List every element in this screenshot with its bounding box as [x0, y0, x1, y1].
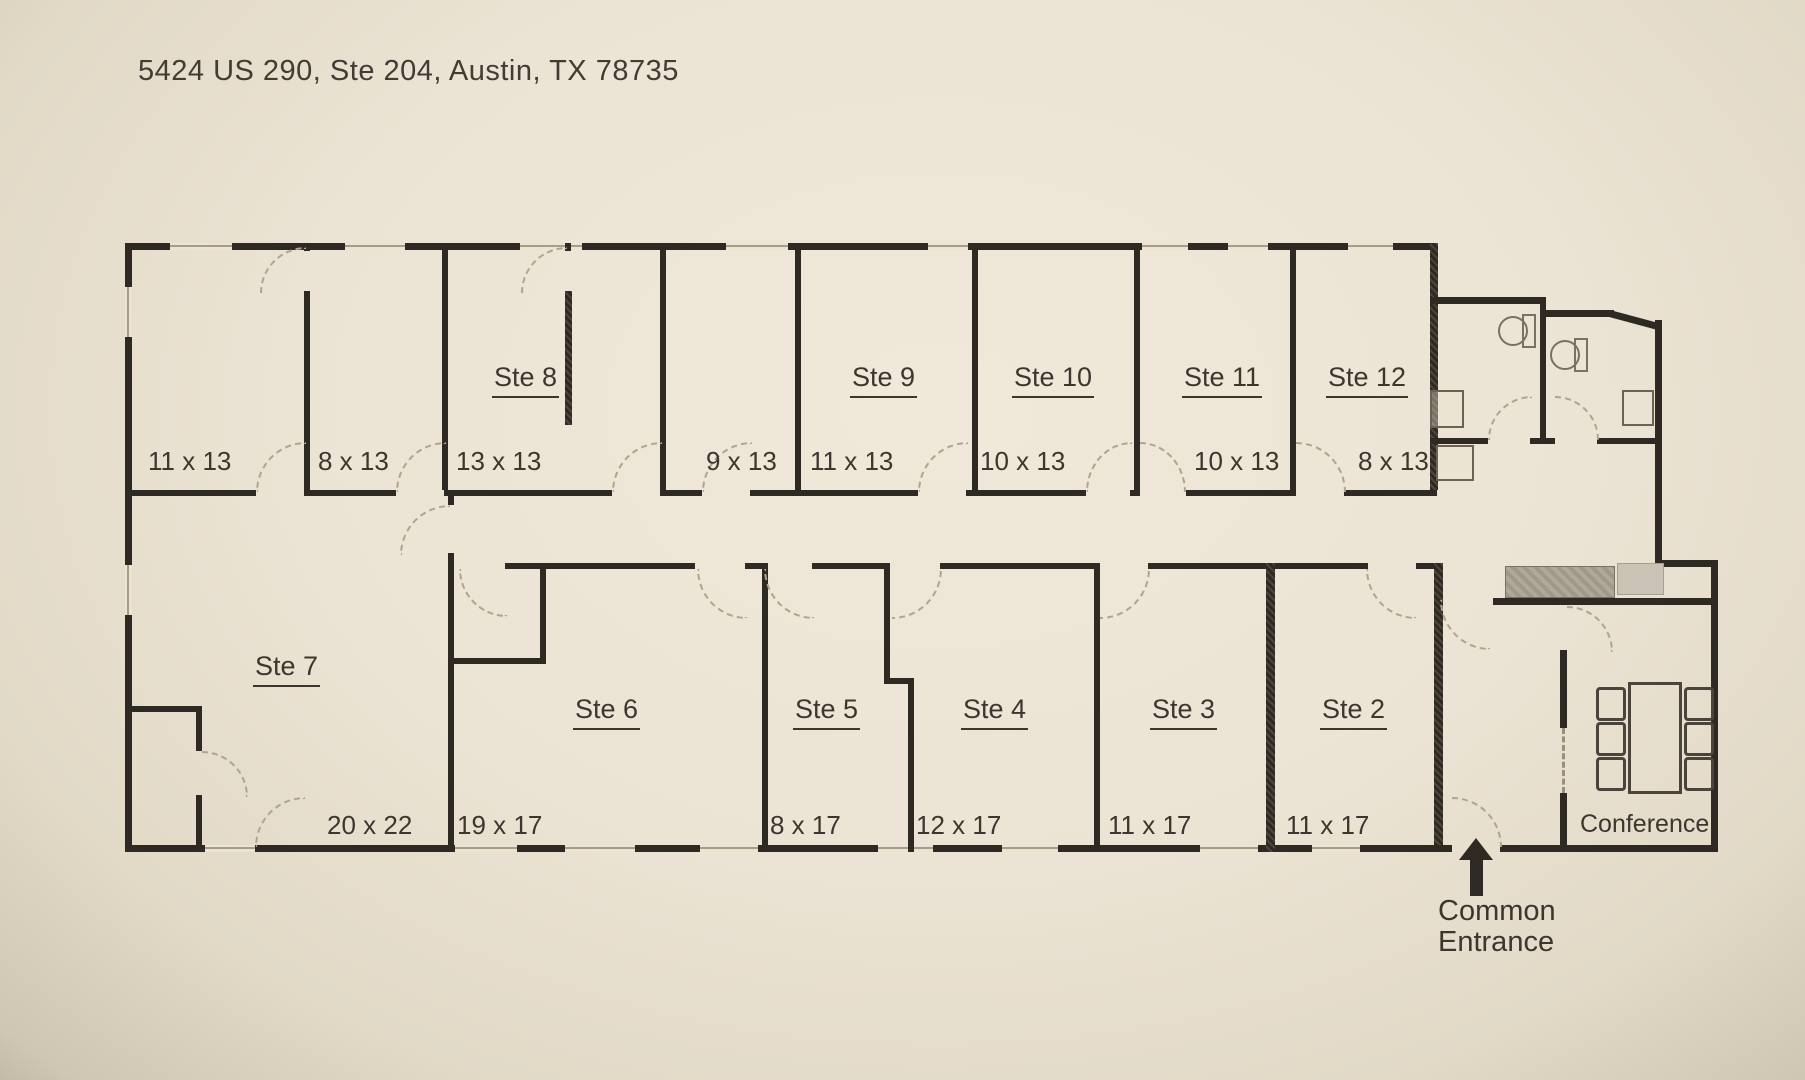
label-ste-9: Ste 9 [850, 362, 917, 398]
door-arc [521, 247, 567, 293]
wall-segment [1530, 438, 1555, 444]
toilet-tank-icon [1522, 314, 1536, 348]
entrance-label [1438, 896, 1556, 958]
dim-room-8x13: 8 x 13 [318, 446, 389, 476]
door-arc [892, 569, 942, 619]
chair-icon [1596, 722, 1626, 756]
wall-segment [940, 563, 1100, 569]
dim-room-9x13: 9 x 13 [706, 446, 777, 476]
dim-ste-12: 8 x 13 [1358, 446, 1429, 476]
conference-opening [1562, 728, 1565, 793]
conference-left-wall-b [1560, 793, 1567, 845]
label-ste-5: Ste 5 [793, 694, 860, 730]
wall-segment [1430, 438, 1488, 444]
ste6-alcove-wall-v [540, 563, 546, 664]
restroom-divider [1540, 310, 1546, 444]
conference-label: Conference [1580, 810, 1710, 838]
label-ste-4: Ste 4 [961, 694, 1028, 730]
dim-ste-9: 11 x 13 [810, 446, 894, 476]
chamfer-wall [1608, 310, 1660, 330]
door-arc [396, 442, 446, 492]
outer-wall-right-upper [1655, 320, 1662, 567]
wall-segment [1200, 845, 1258, 852]
wall-segment [125, 565, 132, 615]
wall-segment [1348, 243, 1393, 250]
wall-segment [726, 243, 788, 250]
wall-segment [1344, 490, 1437, 496]
ste8-divider-wall [565, 291, 572, 425]
door-arc [260, 247, 306, 293]
wall-segment [966, 490, 1086, 496]
dim-ste-2: 11 x 17 [1286, 810, 1370, 840]
wall-segment [750, 490, 918, 496]
wall-segment [1228, 243, 1268, 250]
wall-segment [1312, 845, 1360, 852]
address-text: 5424 US 290, Ste 204, Austin, TX 78735 [138, 55, 679, 87]
restroom-top-wall-b [1540, 310, 1614, 317]
wall-segment [125, 490, 256, 496]
chair-icon [1596, 757, 1626, 791]
door-arc [400, 505, 450, 555]
right-connector-wall [1655, 560, 1718, 567]
conference-top-wall [1493, 598, 1711, 605]
label-ste-7: Ste 7 [253, 651, 320, 687]
entrance-arrow-icon [1459, 838, 1493, 860]
dim-ste-8: 13 x 13 [456, 446, 542, 476]
door-arc [1296, 442, 1346, 492]
door-arc [612, 442, 662, 492]
dim-room-11x13: 11 x 13 [148, 446, 232, 476]
wall-segment [444, 490, 612, 496]
wall-segment [565, 845, 635, 852]
wall-segment [505, 563, 695, 569]
dim-ste-11: 10 x 13 [1194, 446, 1280, 476]
label-ste-2: Ste 2 [1320, 694, 1387, 730]
sink-icon [1622, 390, 1654, 426]
wall-segment [128, 706, 202, 712]
wall-segment [125, 287, 132, 337]
chair-icon [1596, 687, 1626, 721]
outer-wall-bottom-right [1500, 845, 1718, 852]
wall-ste5-ste4-upper [884, 563, 890, 684]
label-ste-3: Ste 3 [1150, 694, 1217, 730]
wall-segment [1597, 438, 1655, 444]
wall-segment [170, 243, 232, 250]
ste6-alcove-wall-h [451, 658, 546, 664]
wall-segment [660, 490, 702, 496]
wall-segment [1186, 490, 1296, 496]
wall-ste6-ste5 [762, 563, 768, 852]
chair-icon [1684, 687, 1714, 721]
label-ste-6: Ste 6 [573, 694, 640, 730]
wall-room9x13-ste9 [795, 243, 801, 490]
door-arc [697, 569, 747, 619]
restroom-top-wall-a [1430, 297, 1546, 304]
entrance-label-line1: Common [1438, 895, 1556, 927]
ste7-right-wall [448, 553, 454, 852]
dim-ste-10: 10 x 13 [980, 446, 1066, 476]
toilet-tank-icon [1574, 338, 1588, 372]
door-arc [1140, 442, 1186, 492]
dim-ste-6: 19 x 17 [457, 810, 543, 840]
door-arc [1567, 606, 1613, 652]
conference-left-wall-a [1560, 650, 1567, 728]
wall-segment [455, 845, 517, 852]
wall-segment [812, 563, 888, 569]
door-arc [1488, 396, 1532, 440]
kitchenette-sink-icon [1436, 445, 1474, 481]
wall-segment [196, 706, 202, 751]
label-ste-8: Ste 8 [492, 362, 559, 398]
wall-segment [304, 490, 396, 496]
door-arc [764, 569, 814, 619]
label-ste-12: Ste 12 [1326, 362, 1408, 398]
wall-segment [1142, 243, 1188, 250]
wall-segment [1416, 563, 1436, 569]
door-arc [1366, 569, 1416, 619]
counter-light [1617, 563, 1664, 595]
wall-segment [700, 845, 758, 852]
dim-ste-4: 12 x 17 [916, 810, 1002, 840]
wall-segment [196, 795, 202, 852]
wall-segment [1148, 563, 1368, 569]
entrance-label-line2: Entrance [1438, 926, 1555, 958]
wall-segment [205, 845, 255, 852]
door-arc [255, 797, 305, 847]
chair-icon [1684, 757, 1714, 791]
dim-ste-7: 20 x 22 [327, 810, 413, 840]
wall-ste5-ste4-lower [908, 678, 914, 852]
door-arc [918, 442, 968, 492]
wall-segment [1002, 845, 1058, 852]
door-arc [1086, 442, 1132, 492]
dim-ste-3: 11 x 17 [1108, 810, 1192, 840]
conference-table [1628, 682, 1682, 794]
door-arc [1100, 569, 1150, 619]
dim-ste-5: 8 x 17 [770, 810, 841, 840]
wall-segment [345, 243, 405, 250]
sink-icon [1430, 390, 1464, 428]
entrance-arrow-shaft [1470, 858, 1483, 896]
counter-dark [1505, 566, 1615, 598]
door-arc [1555, 396, 1599, 440]
wall-segment [448, 490, 454, 505]
door-arc [1440, 600, 1490, 650]
label-ste-10: Ste 10 [1012, 362, 1094, 398]
wall-segment [878, 845, 933, 852]
chair-icon [1684, 722, 1714, 756]
wall-ste9-ste10 [972, 243, 978, 490]
wall-ste3-ste2 [1266, 563, 1275, 852]
door-arc [459, 569, 507, 617]
door-arc [256, 442, 306, 492]
door-arc [202, 751, 248, 797]
wall-segment [928, 243, 968, 250]
label-ste-11: Ste 11 [1182, 362, 1262, 398]
